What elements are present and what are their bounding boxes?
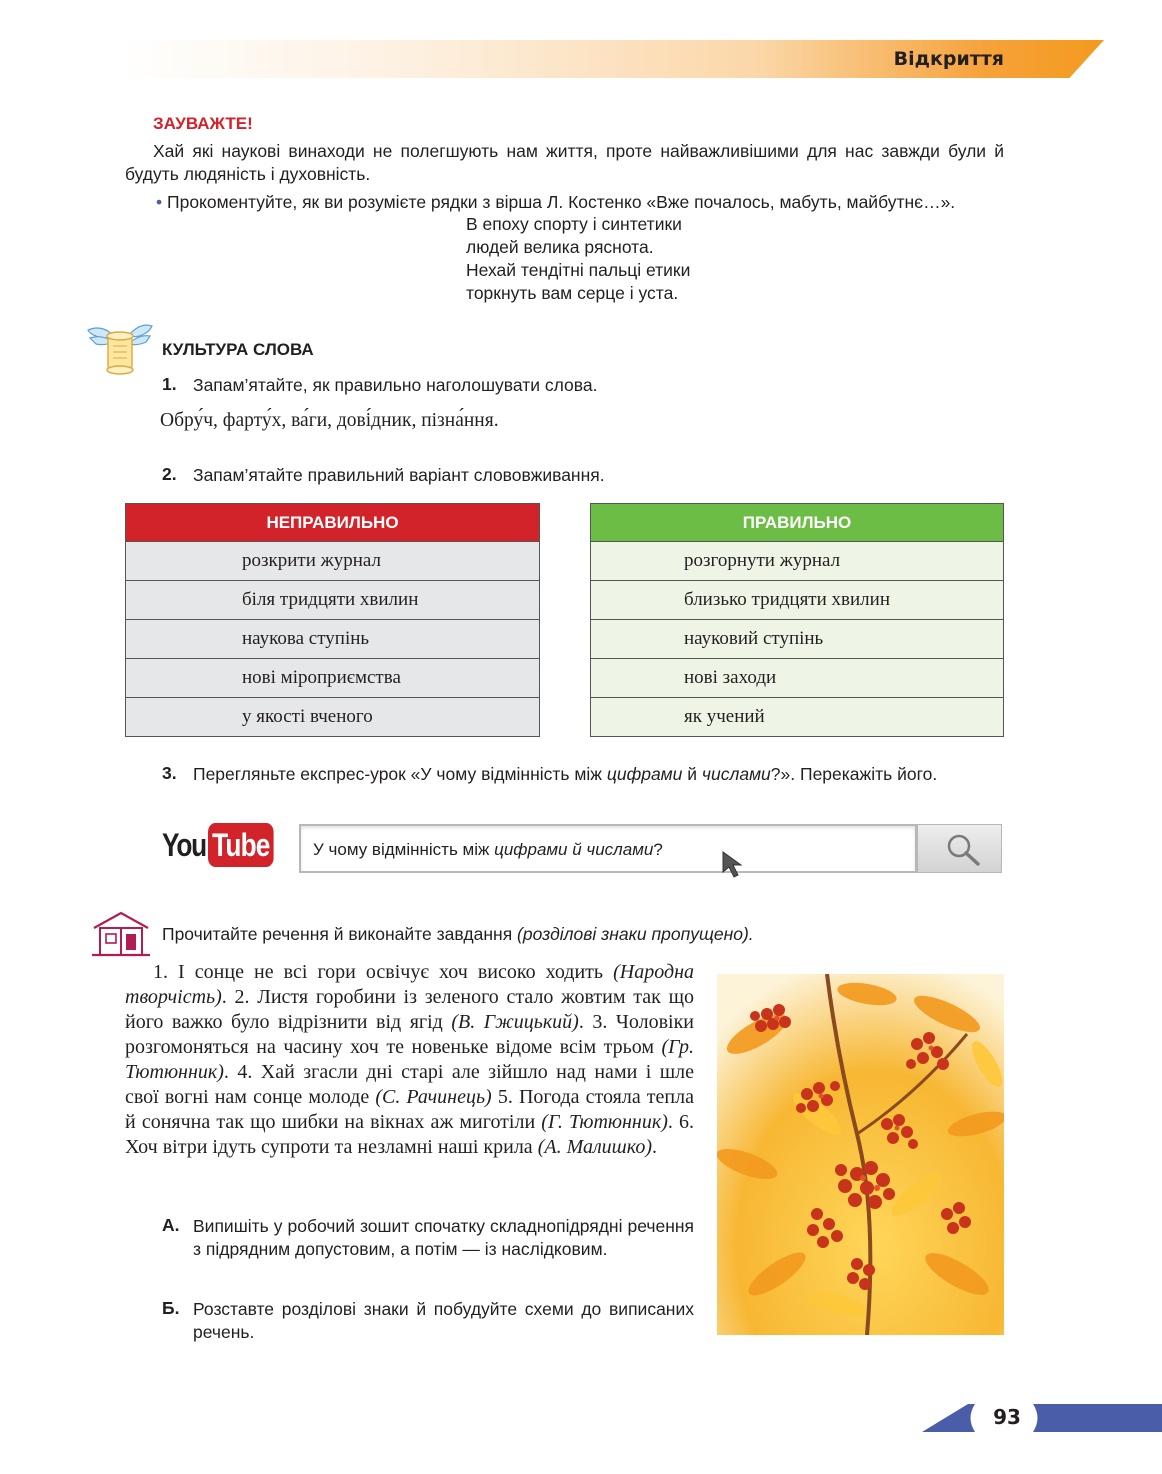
right-usage-cell: розгорнути журнал bbox=[591, 542, 1004, 581]
subtask-letter-b: Б. bbox=[162, 1298, 180, 1318]
wrong-usage-cell: нові міроприємства bbox=[126, 659, 540, 698]
mouse-cursor-icon bbox=[721, 850, 749, 880]
task-3-text bbox=[193, 763, 1004, 786]
task-2-text: Запам’ятайте правильний варіант слововживання. bbox=[193, 465, 605, 485]
sentence-author: (А. Малишко) bbox=[537, 1136, 653, 1158]
right-usage-cell: як учений bbox=[591, 698, 1004, 737]
right-usage-cell: нові заходи bbox=[591, 659, 1004, 698]
sentence-text: . bbox=[652, 1136, 658, 1158]
page-number: 93 bbox=[993, 1405, 1021, 1429]
task-3-text-part: ?». Перекажіть його. bbox=[770, 764, 938, 784]
sentence-text: 5. Погода стояла тепла й сонячна так що шибки на вікнах аж миготіли bbox=[125, 1086, 694, 1133]
poem-line: Нехай тендітні пальці етики bbox=[466, 260, 691, 280]
bullet-question bbox=[156, 191, 955, 214]
bullet-question-text: Прокоментуйте, як ви розумієте рядки з вірша Л. Костенко «Вже почалось, мабуть, майбутнє…». bbox=[162, 192, 956, 212]
wrong-usage-cell: у якості вченого bbox=[126, 698, 540, 737]
youtube-logo bbox=[162, 823, 288, 867]
task-number: 2. bbox=[162, 464, 177, 484]
note-text: Хай які наукові винаходи не полегшують нам життя, проте найважливішими для нас завжди були й будуть людяність і духовність. bbox=[125, 141, 1004, 184]
task-number: 3. bbox=[162, 763, 177, 783]
task-1-text: Запам’ятайте, як правильно наголошувати слова. bbox=[193, 375, 598, 395]
reading-task bbox=[162, 924, 754, 945]
wrong-usage-cell: біля тридцяти хвилин bbox=[126, 581, 540, 620]
sentence-text: . 2. Листя горобини із зеленого стало жовтим так що його важко було відрізнити від ягід bbox=[125, 986, 694, 1033]
subtask-letter-a: А. bbox=[162, 1215, 180, 1235]
query-part: ? bbox=[653, 840, 663, 859]
task-3-italic-word: числами bbox=[701, 764, 771, 784]
page-number-band bbox=[922, 1404, 1162, 1432]
subtask-b-text: Розставте розділові знаки й побудуйте схеми до виписаних речень. bbox=[193, 1299, 694, 1342]
right-usage-table bbox=[590, 503, 1004, 737]
youtube-search-input[interactable] bbox=[299, 824, 917, 873]
wrong-usage-table bbox=[125, 503, 540, 737]
task-3-text-part: й bbox=[682, 764, 702, 784]
sentence-author: (В. Гжицький) bbox=[451, 1011, 579, 1033]
rowan-illustration bbox=[717, 974, 1004, 1335]
sentence-text: . 4. Хай згасли дні старі але зійшло над нами і шле свої вогні нам сонце молоде bbox=[125, 1061, 694, 1108]
sentences-paragraph bbox=[125, 960, 694, 1160]
wrong-usage-cell: розкрити журнал bbox=[126, 542, 540, 581]
sentence-text: 1. І сонце не всі гори освічує хоч високо ходить bbox=[153, 961, 614, 983]
sentence-author: (Г. Тютюнник) bbox=[541, 1111, 668, 1133]
right-usage-cell: близько тридцяти хвилин bbox=[591, 581, 1004, 620]
house-book-icon bbox=[90, 910, 152, 958]
search-icon bbox=[946, 833, 982, 867]
poem-line: торкнуть вам серце і уста. bbox=[466, 283, 679, 303]
task-number: 1. bbox=[162, 374, 177, 394]
subtask-a-text: Випишіть у робочий зошит спочатку складнопідрядні речення з підрядним допустовим, а потім — із наслідковим. bbox=[193, 1216, 694, 1259]
sentence-text: . 3. Чоловіки розгомоняться на часину хоч те новеньке відоме всім трьом bbox=[125, 1011, 694, 1058]
winged-scroll-icon bbox=[84, 322, 156, 378]
poem-line: В епоху спорту і синтетики bbox=[466, 214, 682, 234]
query-part: У чому відмінність між bbox=[313, 840, 495, 859]
youtube-search-button[interactable] bbox=[917, 824, 1002, 873]
bullet-dot: • bbox=[156, 192, 163, 212]
query-italic-part: цифрами й числами bbox=[494, 840, 654, 859]
youtube-logo-you: You bbox=[162, 826, 206, 863]
reading-task-text: Прочитайте речення й виконайте завдання bbox=[162, 924, 518, 944]
sentence-author: (Гр. Тютюнник) bbox=[125, 1036, 694, 1083]
wrong-usage-cell: наукова ступінь bbox=[126, 620, 540, 659]
poem-line: людей велика ряснота. bbox=[466, 237, 654, 257]
sentence-author: (Народна творчість) bbox=[125, 961, 694, 1008]
youtube-search-query bbox=[313, 840, 663, 860]
task-3-text-part: Перегляньте експрес-урок «У чому відмінність між bbox=[193, 764, 607, 784]
rowan-berries-photo bbox=[717, 974, 1004, 1335]
section-header-title: Відкриття bbox=[893, 48, 1004, 70]
task-3-italic-word: цифрами bbox=[606, 764, 683, 784]
note-heading: ЗАУВАЖТЕ! bbox=[153, 114, 253, 133]
right-usage-cell: науковий ступінь bbox=[591, 620, 1004, 659]
sentence-author: (С. Рачинець) bbox=[375, 1086, 492, 1108]
wrong-header: НЕПРАВИЛЬНО bbox=[126, 504, 540, 542]
youtube-logo-tube: Tube bbox=[208, 823, 274, 867]
accent-words: Обру́ч, фарту́х, ва́ги, дові́дник, пізна́ння. bbox=[160, 410, 499, 431]
section-title-culture: КУЛЬТУРА СЛОВА bbox=[162, 340, 314, 359]
sentence-text: . 6. Хоч вітри ідуть супроти та незламні наші крила bbox=[125, 1111, 695, 1158]
reading-task-note: (розділові знаки пропущено). bbox=[517, 924, 754, 944]
right-header: ПРАВИЛЬНО bbox=[591, 504, 1004, 542]
poem bbox=[466, 213, 690, 305]
